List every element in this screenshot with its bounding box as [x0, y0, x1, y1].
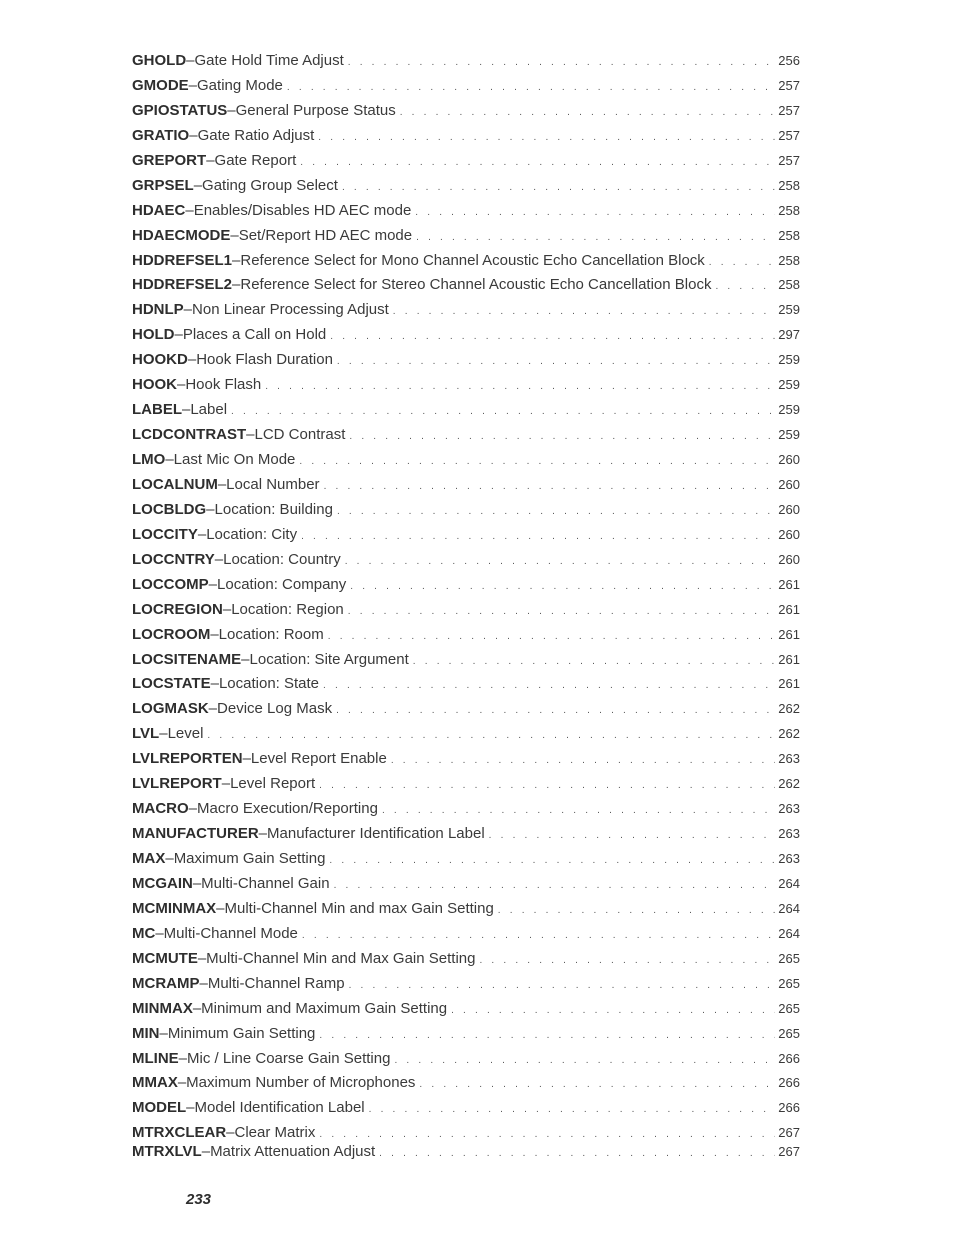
toc-leader-dots: [348, 602, 776, 622]
toc-command: LVLREPORT: [132, 775, 222, 793]
toc-page-number: 258: [778, 177, 800, 193]
toc-leader-dots: [302, 926, 775, 946]
toc-leader-dots: [342, 178, 775, 198]
toc-description: Multi-Channel Min and max Gain Setting: [224, 899, 494, 917]
toc-entry[interactable]: [132, 300, 800, 325]
toc-page-number: 266: [778, 1075, 800, 1091]
toc-description: Gating Group Select: [202, 176, 338, 194]
toc-leader-dots: [319, 1026, 775, 1046]
toc-description: Hook Flash Duration: [196, 351, 333, 369]
toc-entry[interactable]: [132, 1073, 800, 1098]
toc-description: Gate Hold Time Adjust: [194, 52, 344, 69]
toc-entry[interactable]: [132, 76, 800, 101]
toc-description: Hook Flash: [185, 376, 262, 394]
toc-description: Model Identification Label: [194, 1099, 365, 1117]
toc-description: Multi-Channel Ramp: [207, 974, 345, 992]
toc-page-number: 259: [778, 352, 800, 368]
toc-leader-dots: [301, 527, 775, 547]
toc-command: LMO: [132, 451, 166, 468]
toc-entry[interactable]: [132, 201, 800, 226]
toc-entry[interactable]: [132, 475, 800, 500]
toc-separator: –: [165, 451, 174, 468]
toc-leader-dots: [334, 876, 776, 896]
toc-entry[interactable]: [132, 1142, 800, 1167]
toc-description: Last Mic On Mode: [173, 451, 296, 468]
toc-command: LOCCITY: [132, 525, 198, 543]
toc-separator: –: [216, 899, 225, 917]
toc-leader-dots: [299, 452, 775, 472]
toc-page-number: 259: [778, 377, 800, 393]
toc-leader-dots: [319, 776, 775, 796]
toc-separator: –: [227, 101, 236, 119]
toc-separator: –: [192, 999, 202, 1017]
toc-description: Multi-Channel Mode: [163, 924, 298, 942]
toc-page-number: 267: [778, 1125, 800, 1141]
toc-description: Location: State: [218, 675, 320, 693]
toc-leader-dots: [382, 801, 775, 821]
toc-leader-dots: [348, 53, 776, 73]
toc-page-number: 261: [778, 676, 800, 692]
toc-page-number: 260: [778, 526, 800, 542]
toc-separator: –: [208, 700, 218, 718]
toc-page-number: 264: [778, 875, 800, 891]
toc-command: LOCBLDG: [132, 500, 207, 518]
toc-description: Macro Execution/Reporting: [197, 800, 378, 818]
toc-page-number: 264: [778, 925, 800, 941]
toc-page-number: 267: [778, 1144, 800, 1160]
toc-entry[interactable]: [132, 176, 800, 201]
toc-leader-dots: [337, 502, 775, 522]
toc-command: MLINE: [132, 1049, 179, 1067]
toc-description: Enables/Disables HD AEC mode: [193, 201, 412, 219]
toc-page-number: 256: [778, 53, 800, 68]
toc-command: GRPSEL: [132, 176, 194, 194]
toc-page-number: 258: [778, 252, 800, 268]
toc-page-number: 263: [778, 801, 800, 817]
toc-leader-dots: [415, 203, 775, 223]
toc-separator: –: [178, 1049, 188, 1067]
toc-command: LCDCONTRAST: [132, 426, 247, 444]
toc-page-number: 257: [778, 77, 800, 93]
toc-separator: –: [226, 1124, 235, 1142]
toc-page-number: 265: [778, 1025, 800, 1041]
toc-command: LOCREGION: [132, 600, 223, 618]
toc-leader-dots: [231, 402, 775, 422]
toc-page-number: 262: [778, 776, 800, 792]
toc-command: MTRXLVL: [132, 1143, 202, 1161]
toc-description: Clear Matrix: [234, 1124, 316, 1142]
toc-command: LVL: [132, 725, 160, 743]
toc-command: LOGMASK: [132, 700, 209, 718]
toc-description: Mic / Line Coarse Gain Setting: [187, 1049, 391, 1067]
toc-separator: –: [199, 974, 208, 992]
toc-entry[interactable]: [132, 575, 800, 600]
toc-entry[interactable]: [132, 375, 800, 400]
toc-separator: –: [217, 475, 227, 493]
toc-command: GRATIO: [132, 126, 190, 144]
toc-command: LOCROOM: [132, 625, 211, 643]
toc-description: Level Report: [230, 775, 316, 793]
toc-entry[interactable]: [132, 699, 800, 724]
toc-command: MAX: [132, 850, 166, 867]
toc-command: HDAECMODE: [132, 226, 231, 244]
toc-command: MCMINMAX: [132, 899, 217, 917]
toc-entry[interactable]: [132, 625, 800, 650]
toc-page-number: 259: [778, 302, 800, 318]
toc-description: Matrix Attenuation Adjust: [210, 1143, 376, 1161]
toc-description: Level Report Enable: [250, 750, 387, 768]
toc-leader-dots: [349, 427, 775, 447]
toc-entry[interactable]: [132, 774, 800, 799]
toc-entry[interactable]: [132, 1024, 800, 1049]
toc-command: HDAEC: [132, 201, 186, 219]
toc-entry[interactable]: [132, 450, 800, 475]
toc-description: Reference Select for Stereo Channel Acoustic Echo Cancellation Block: [240, 276, 712, 294]
toc-leader-dots: [394, 1051, 775, 1071]
toc-description: Location: Country: [223, 550, 341, 568]
toc-entry[interactable]: [132, 400, 800, 425]
toc-separator: –: [193, 176, 203, 194]
toc-separator: –: [155, 924, 164, 942]
toc-command: LOCSTATE: [132, 675, 211, 693]
toc-description: Minimum and Maximum Gain Setting: [201, 999, 448, 1017]
toc-separator: –: [210, 625, 219, 643]
toc-description: Location: Company: [217, 575, 347, 593]
toc-page-number: 297: [778, 327, 800, 343]
toc-command: GHOLD: [132, 52, 187, 69]
toc-separator: –: [189, 126, 198, 144]
toc-separator: –: [183, 301, 193, 319]
toc-description: Manufacturer Identification Label: [267, 825, 485, 843]
toc-separator: –: [210, 675, 219, 693]
toc-page-number: 265: [778, 975, 800, 991]
toc-page-number: 260: [778, 452, 800, 467]
toc-separator: –: [246, 426, 255, 444]
toc-description: Non Linear Processing Adjust: [192, 301, 389, 319]
toc-leader-dots: [400, 103, 776, 123]
toc-separator: –: [197, 949, 207, 967]
toc-leader-dots: [715, 277, 775, 297]
toc-entry[interactable]: [132, 151, 800, 176]
toc-description: Multi-Channel Min and Max Gain Setting: [206, 949, 476, 967]
toc-separator: –: [165, 850, 174, 867]
toc-leader-dots: [489, 826, 776, 846]
toc-leader-dots: [336, 701, 775, 721]
toc-command: MODEL: [132, 1099, 187, 1117]
toc-page-number: 264: [778, 900, 800, 916]
toc-page-number: 263: [778, 826, 800, 842]
toc-entry[interactable]: [132, 999, 800, 1024]
toc-leader-dots: [451, 1001, 775, 1021]
toc-description: Device Log Mask: [217, 700, 333, 718]
toc-leader-dots: [349, 976, 776, 996]
toc-command: MACRO: [132, 800, 189, 818]
toc-leader-dots: [345, 552, 776, 572]
toc-leader-dots: [337, 352, 775, 372]
toc-page-number: 262: [778, 726, 800, 742]
toc-page-number: 261: [778, 601, 800, 617]
toc-separator: –: [232, 251, 241, 269]
toc-entry[interactable]: [132, 799, 800, 824]
toc-description: Local Number: [226, 475, 320, 493]
toc-description: Location: Region: [231, 600, 344, 618]
toc-entry[interactable]: [132, 126, 800, 151]
toc-entry[interactable]: [132, 600, 800, 625]
toc-command: MIN: [132, 1024, 160, 1042]
toc-separator: –: [177, 376, 186, 394]
toc-entry[interactable]: [132, 974, 800, 999]
toc-separator: –: [242, 750, 251, 768]
toc-page-number: 261: [778, 651, 800, 667]
toc-command: MMAX: [132, 1074, 178, 1092]
toc-description: Label: [190, 401, 228, 419]
toc-page-number: 258: [778, 277, 800, 293]
toc-entry[interactable]: [132, 350, 800, 375]
toc-entry[interactable]: [132, 899, 800, 924]
toc-entry[interactable]: [132, 1123, 800, 1142]
toc-page-number: 257: [778, 152, 800, 168]
toc-entry[interactable]: [132, 525, 800, 550]
toc-leader-dots: [498, 901, 776, 921]
toc-separator: –: [208, 575, 218, 593]
toc-command: MCGAIN: [132, 874, 193, 892]
toc-page-number: 257: [778, 127, 800, 143]
toc-leader-dots: [300, 153, 775, 173]
toc-separator: –: [188, 800, 198, 818]
toc-command: HDNLP: [132, 301, 184, 319]
toc-leader-dots: [413, 652, 776, 672]
toc-separator: –: [186, 52, 195, 69]
toc-separator: –: [221, 775, 231, 793]
toc-page-number: 258: [778, 202, 800, 218]
toc-separator: –: [230, 226, 239, 244]
toc-leader-dots: [391, 751, 775, 771]
toc-description: Gate Ratio Adjust: [197, 126, 315, 144]
toc-entry[interactable]: [132, 425, 800, 450]
toc-description: Multi-Channel Gain: [201, 874, 330, 892]
toc-leader-dots: [369, 1100, 776, 1120]
toc-separator: –: [177, 1074, 187, 1092]
toc-entry[interactable]: [132, 849, 800, 874]
toc-page-number: 260: [778, 501, 800, 517]
toc-command: LVLREPORTEN: [132, 750, 243, 768]
toc-entry[interactable]: [132, 1098, 800, 1123]
toc-entry[interactable]: [132, 824, 800, 849]
toc-entry[interactable]: [132, 924, 800, 949]
toc-command: MINMAX: [132, 999, 193, 1017]
toc-leader-dots: [330, 327, 775, 347]
toc-command: GMODE: [132, 76, 189, 94]
toc-page-number: 263: [778, 851, 800, 866]
toc-page-number: 262: [778, 701, 800, 717]
toc-entry[interactable]: [132, 51, 800, 76]
toc-leader-dots: [379, 1144, 775, 1164]
toc-leader-dots: [393, 302, 776, 322]
toc-page-number: 261: [778, 576, 800, 592]
toc-page-number: 265: [778, 1000, 800, 1016]
toc-leader-dots: [416, 228, 775, 248]
toc-page-number: 260: [778, 551, 800, 567]
toc-page-number: 259: [778, 402, 800, 418]
toc-entry[interactable]: [132, 550, 800, 575]
toc-description: Gating Mode: [197, 76, 283, 94]
toc-entry[interactable]: [132, 1049, 800, 1074]
toc-separator: –: [206, 500, 215, 518]
toc-leader-dots: [328, 627, 776, 647]
toc-entry[interactable]: [132, 101, 800, 126]
toc-entry[interactable]: [132, 749, 800, 774]
toc-command: HOLD: [132, 326, 175, 344]
toc-description: Location: City: [206, 525, 298, 543]
toc-leader-dots: [419, 1075, 775, 1095]
toc-separator: –: [188, 76, 198, 94]
toc-page-number: 261: [778, 626, 800, 642]
toc-separator: –: [197, 525, 207, 543]
toc-description: Location: Site Argument: [249, 650, 409, 668]
toc-leader-dots: [318, 128, 775, 148]
toc-entry[interactable]: [132, 226, 800, 251]
toc-command: LOCALNUM: [132, 475, 218, 493]
toc-separator: –: [174, 326, 183, 344]
toc-leader-dots: [324, 477, 776, 497]
page-number: 233: [186, 1191, 212, 1208]
toc-leader-dots: [709, 253, 776, 273]
toc-entry[interactable]: [132, 251, 800, 276]
toc-separator: –: [185, 201, 194, 219]
toc-description: Places a Call on Hold: [182, 326, 327, 344]
toc-entry[interactable]: [132, 874, 800, 899]
toc-leader-dots: [207, 726, 775, 746]
toc-leader-dots: [287, 78, 775, 98]
toc-command: HOOK: [132, 376, 177, 394]
toc-command: MTRXCLEAR: [132, 1124, 227, 1142]
toc-description: Location: Building: [214, 500, 333, 518]
toc-command: LOCCOMP: [132, 575, 209, 593]
toc-leader-dots: [319, 1125, 775, 1145]
toc-command: MC: [132, 924, 156, 942]
toc-page-number: 266: [778, 1100, 800, 1116]
toc-separator: –: [214, 550, 224, 568]
toc-description: LCD Contrast: [254, 426, 346, 444]
toc-entry[interactable]: [132, 500, 800, 525]
toc-description: Level: [167, 725, 204, 743]
toc-description: Maximum Gain Setting: [173, 850, 326, 867]
toc-separator: –: [232, 276, 241, 294]
toc-separator: –: [241, 650, 250, 668]
toc-separator: –: [186, 1099, 195, 1117]
toc-page-number: 258: [778, 227, 800, 243]
toc-leader-dots: [323, 676, 775, 696]
toc-description: Minimum Gain Setting: [167, 1024, 316, 1042]
toc-separator: –: [206, 151, 215, 169]
table-of-contents: [132, 51, 800, 1167]
toc-command: LOCCNTRY: [132, 550, 215, 568]
toc-command: MCMUTE: [132, 949, 198, 967]
toc-description: Maximum Number of Microphones: [186, 1074, 416, 1092]
toc-entry[interactable]: [132, 650, 800, 675]
toc-separator: –: [159, 725, 168, 743]
toc-page-number: 260: [778, 476, 800, 492]
toc-separator: –: [222, 600, 232, 618]
toc-command: GREPORT: [132, 151, 207, 169]
toc-entry[interactable]: [132, 724, 800, 749]
toc-command: HOOKD: [132, 351, 188, 369]
toc-page-number: 263: [778, 751, 800, 767]
toc-separator: –: [159, 1024, 168, 1042]
toc-command: MANUFACTURER: [132, 825, 259, 843]
toc-command: GPIOSTATUS: [132, 101, 228, 119]
toc-description: General Purpose Status: [235, 101, 396, 119]
toc-separator: –: [182, 401, 191, 419]
toc-command: MCRAMP: [132, 974, 200, 992]
toc-page-number: 259: [778, 427, 800, 443]
toc-description: Set/Report HD AEC mode: [238, 226, 413, 244]
toc-description: Reference Select for Mono Channel Acoustic Echo Cancellation Block: [240, 251, 705, 269]
toc-leader-dots: [329, 851, 775, 871]
toc-entry[interactable]: [132, 949, 800, 974]
toc-entry[interactable]: [132, 674, 800, 699]
toc-command: HDDREFSEL1: [132, 251, 233, 269]
toc-separator: –: [258, 825, 268, 843]
toc-page-number: 257: [778, 102, 800, 118]
toc-command: LABEL: [132, 401, 182, 419]
toc-leader-dots: [265, 377, 775, 397]
toc-page-number: 265: [778, 950, 800, 966]
toc-separator: –: [187, 351, 197, 369]
toc-entry[interactable]: [132, 325, 800, 350]
toc-command: HDDREFSEL2: [132, 276, 233, 294]
toc-description: Location: Room: [218, 625, 324, 643]
toc-leader-dots: [350, 577, 775, 597]
toc-page-number: 266: [778, 1050, 800, 1066]
toc-separator: –: [192, 874, 202, 892]
toc-entry[interactable]: [132, 275, 800, 300]
toc-command: LOCSITENAME: [132, 650, 242, 668]
toc-leader-dots: [479, 951, 775, 971]
toc-description: Gate Report: [214, 151, 297, 169]
toc-separator: –: [201, 1143, 211, 1161]
